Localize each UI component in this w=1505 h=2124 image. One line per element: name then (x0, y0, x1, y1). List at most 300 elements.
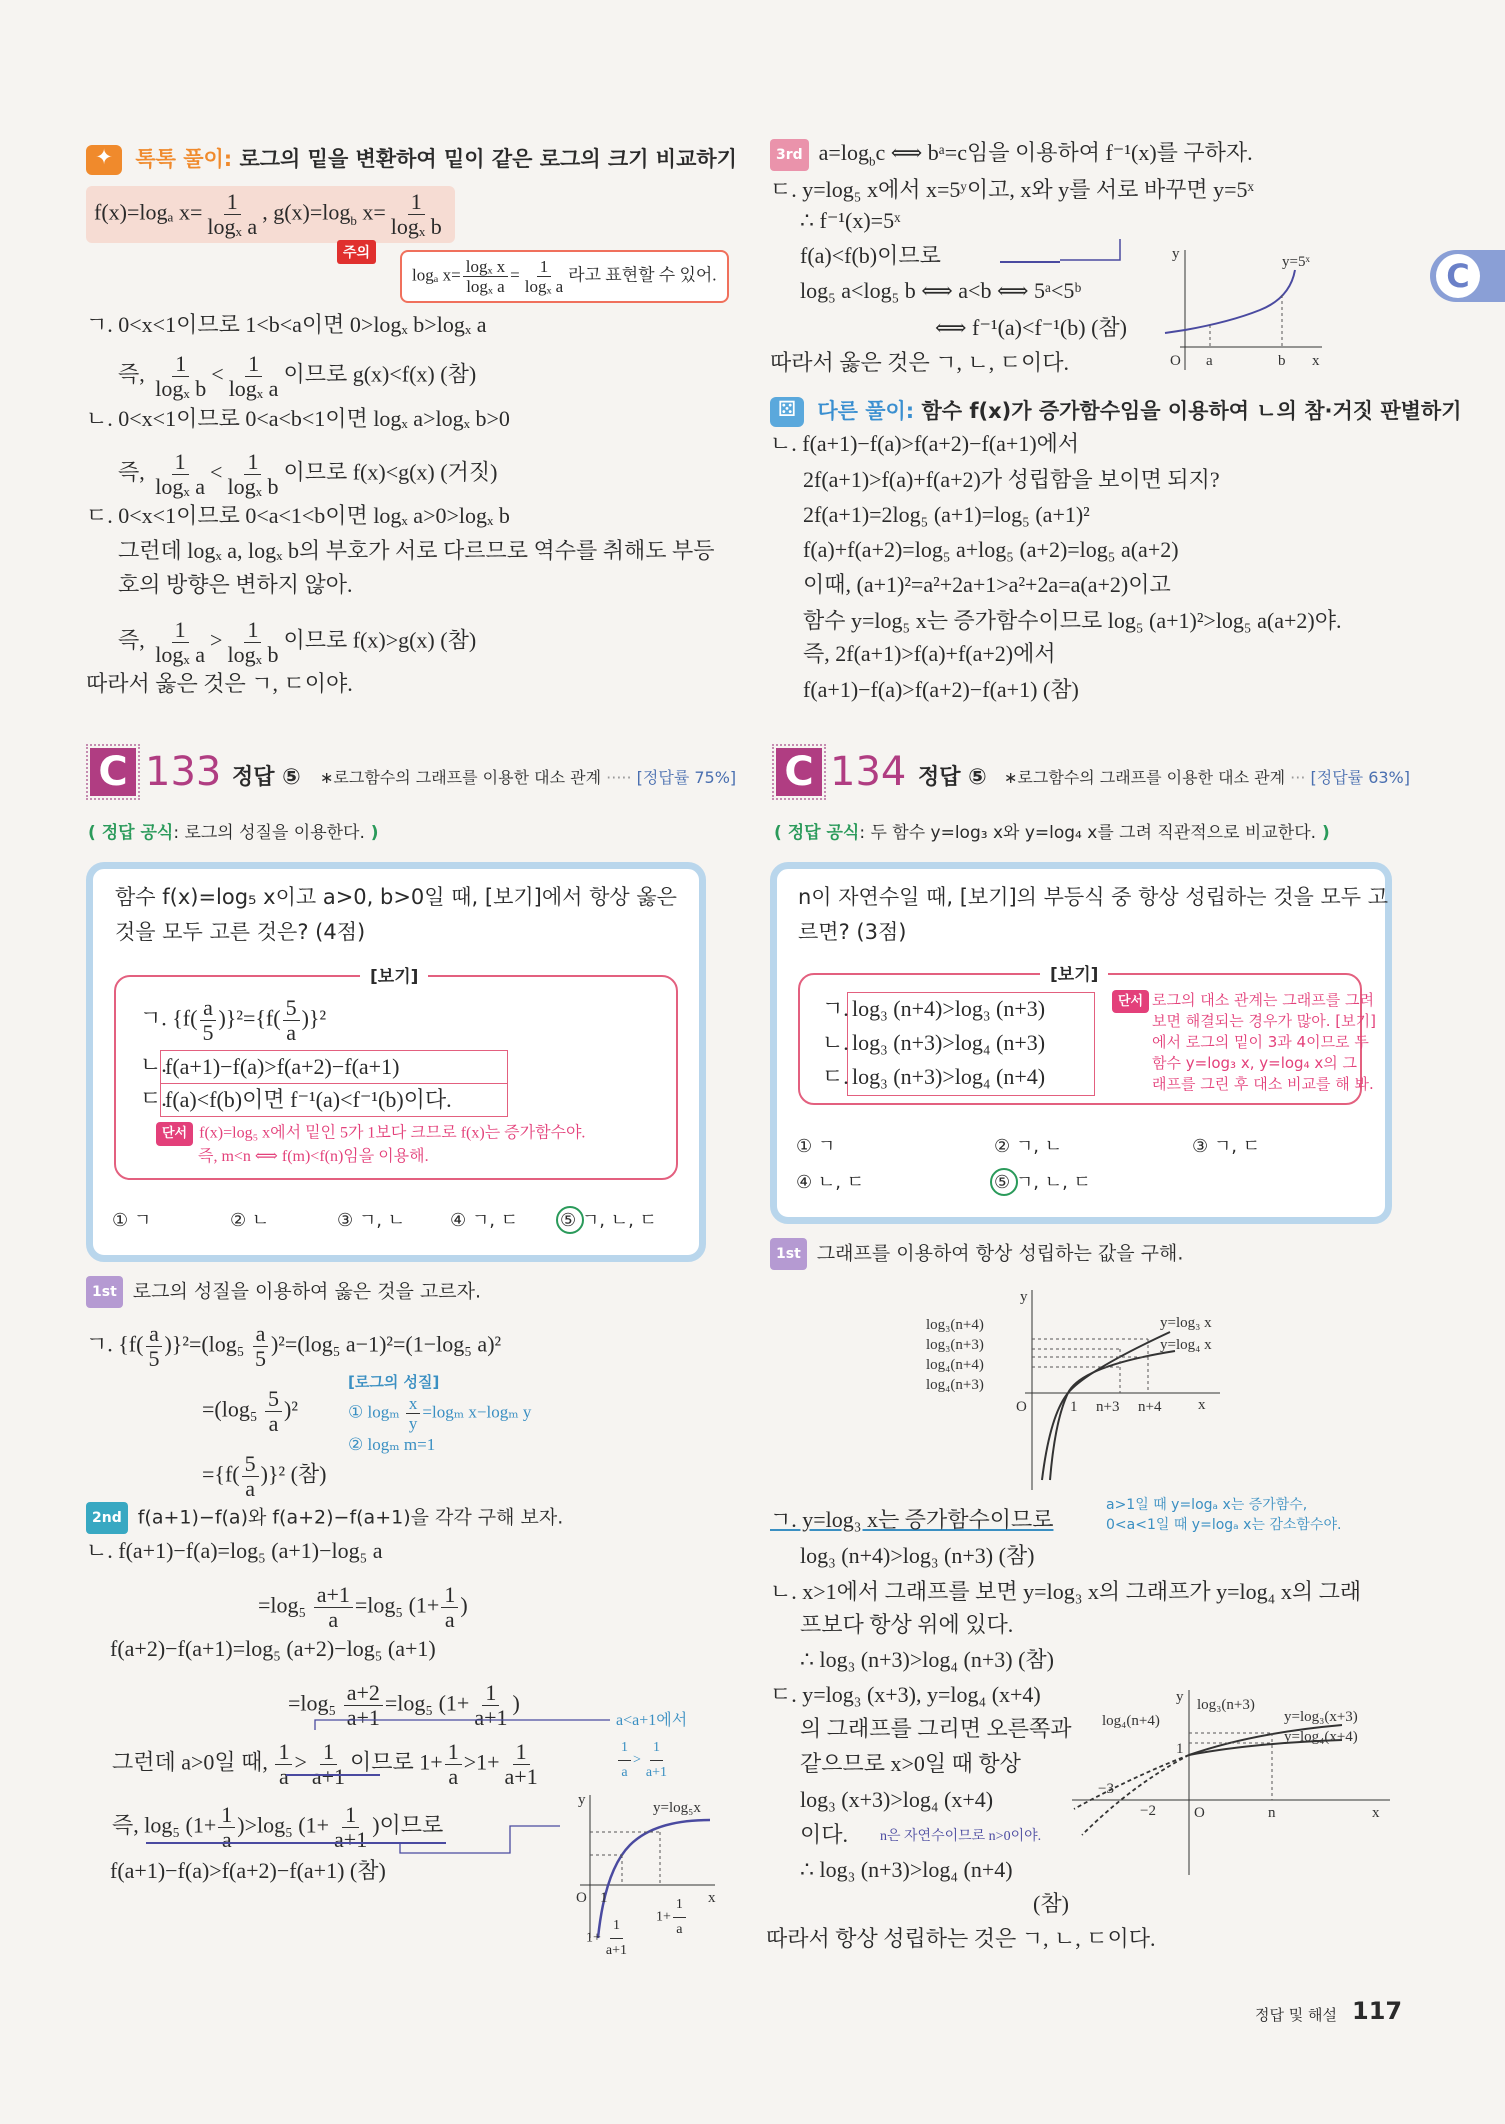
text: ⟺ f⁻¹(a)<f⁻¹(b) (참) (935, 315, 1127, 340)
sol-line (86, 310, 486, 340)
graph-tick-1-plus-1-over-a (656, 1893, 688, 1942)
choice-1[interactable]: ① ㄱ (796, 1136, 836, 1157)
bogi-item-label: ㄴ. (822, 1030, 849, 1055)
sol-line (800, 1749, 1021, 1779)
note-line (348, 1434, 435, 1456)
y-label: y (1176, 1689, 1184, 1705)
curve-label: y=log₃ x (1160, 1315, 1212, 1331)
denominator: a (221, 1827, 232, 1852)
text: 즉, (118, 361, 151, 387)
denominator: logₓ a (524, 277, 564, 296)
sol-line (86, 1322, 501, 1371)
sol-line (800, 1645, 1054, 1675)
numerator: logₓ x (463, 257, 508, 277)
numerator: 5 (265, 1387, 282, 1412)
text: ㄴ. x>1에서 그래프를 보면 y=log₃ x의 그래프가 y=log₄ x의 그래 (770, 1579, 1362, 1604)
numerator: 1 (172, 450, 189, 475)
denominator: 5 (148, 1346, 160, 1371)
fraction (242, 1452, 259, 1501)
caution-tag: 주의 (337, 240, 376, 264)
fraction (145, 1322, 162, 1371)
sol-line (770, 175, 1254, 205)
bogi-item (852, 1062, 1045, 1092)
hint-line: f(x)=log₅ x에서 밑인 5가 1보다 크므로 f(x)는 증가함수야. (199, 1124, 586, 1142)
text: ② logₘ m=1 (348, 1435, 436, 1454)
topic: ∗로그함수의 그래프를 이용한 대소 관계 (1004, 768, 1286, 787)
text: )}²={f( (218, 1005, 281, 1031)
fraction (502, 1740, 541, 1789)
text: logₐ x= (412, 265, 461, 285)
text: log₃ (x+3)>log₄ (x+4) (800, 1787, 994, 1812)
choice-3[interactable]: ③ ㄱ, ㄷ (1192, 1136, 1261, 1157)
answer-formula: ( 정답 공식: 두 함수 y=log₃ x와 y=log₄ x를 그려 직관적으로 비교한다. ) (774, 823, 1330, 843)
text: < (211, 361, 224, 387)
step1-text: 그래프를 이용하여 항상 성립하는 값을 구해. (816, 1242, 1184, 1265)
sol-line (118, 450, 497, 499)
text: > (633, 1752, 641, 1768)
formula-label: 정답 공식 (101, 823, 174, 843)
text: )²=(log₅ a−1)²=(1−log₅ a)² (270, 1331, 502, 1357)
fraction (344, 1681, 383, 1730)
curve-label: y=5ˣ (1282, 254, 1310, 270)
conclusion (770, 348, 1069, 378)
side-tab[interactable] (1430, 250, 1505, 302)
question-line (115, 917, 365, 947)
fraction (331, 1803, 370, 1852)
b-label: b (1278, 353, 1286, 369)
sol-line (800, 1785, 993, 1815)
x-label: x (1372, 1805, 1380, 1821)
n-label: n (1268, 1805, 1276, 1821)
problem-number: 133 (145, 749, 222, 795)
fraction (309, 1740, 348, 1789)
step1-tag: 1st (86, 1276, 123, 1308)
hint-line (1152, 1032, 1376, 1053)
tick-label: log₃(n+3) (1197, 1697, 1255, 1713)
bogi-item (160, 1084, 508, 1117)
text: a<a+1에서 (616, 1712, 688, 1729)
log3-log4-graph (920, 1285, 1250, 1490)
bogi-item-label: ㄷ. (140, 1086, 167, 1111)
fraction (463, 257, 508, 296)
alt-line (803, 535, 1179, 565)
text: 이때, (a+1)²=a²+2a+1>a²+2a=a(a+2)이고 (803, 572, 1171, 597)
correct-rate: [정답률 75%] (636, 768, 737, 787)
text: 0<a<1일 때 y=logₐ x는 감소함수야. (1106, 1517, 1342, 1533)
tick-label: log₄(n+3) (926, 1377, 984, 1393)
topic: ∗로그함수의 그래프를 이용한 대소 관계 (320, 768, 602, 787)
choice-2[interactable]: ② ㄱ, ㄴ (994, 1136, 1063, 1157)
sol-line (86, 501, 510, 531)
a-label: a (1206, 353, 1213, 369)
text: =log₅ (288, 1690, 342, 1716)
topic-line (1004, 765, 1410, 788)
text: ∴ log₃ (n+3)>log₄ (n+3) (참) (800, 1647, 1054, 1672)
denominator: logₓ a (155, 642, 206, 667)
text: ㄷ. y=log₅ x에서 x=5ʸ이고, x와 y를 서로 바꾸면 y=5ˣ (770, 177, 1254, 202)
text: 1+ (586, 1930, 601, 1946)
bogi-item-label: ㄱ. (822, 996, 849, 1021)
hint-line (1152, 990, 1376, 1011)
alt-line (770, 429, 1079, 459)
fraction (603, 1914, 630, 1963)
note-line (1106, 1515, 1341, 1535)
curve-label: y=log₅x (653, 1800, 701, 1816)
text: f(a+1)−f(a)와 f(a+2)−f(a+1)을 각각 구해 보자. (137, 1506, 564, 1529)
y-label: y (578, 1792, 586, 1808)
hint-tag: 단서 (1112, 990, 1149, 1013)
text: 2f(a+1)>f(a)+f(a+2)가 성립함을 보이면 되지? (803, 467, 1220, 492)
connector-line (1060, 239, 1120, 260)
text: =(log₅ (202, 1396, 264, 1422)
numerator: 5 (242, 1452, 259, 1477)
text: 의 그래프를 그리면 오른쪽과 (800, 1716, 1072, 1741)
text: 즉, (118, 459, 151, 485)
text: 이므로 f(x)<g(x) (거짓) (283, 459, 498, 485)
text: 즉, 2f(a+1)>f(a)+f(a+2)에서 (803, 641, 1056, 666)
bogi-item (852, 994, 1045, 1024)
section-badge: C (776, 748, 822, 796)
tok-header (86, 143, 737, 175)
subscript: b (868, 153, 876, 169)
step2-line (86, 1502, 563, 1534)
text: )² (284, 1396, 298, 1422)
denominator: logₓ b (390, 214, 442, 239)
selected-circle (556, 1206, 584, 1234)
numerator: 1 (610, 1914, 623, 1939)
numerator: 1 (218, 1803, 235, 1828)
denominator: 5 (202, 1020, 214, 1045)
conclusion (86, 669, 353, 699)
text: log₃ (n+3)>log₄ (n+4) (852, 1064, 1046, 1089)
dots: ··· (1290, 768, 1306, 787)
denominator: a+1 (311, 1764, 346, 1789)
text: )}² (301, 1005, 327, 1031)
tick-label: n+4 (1138, 1399, 1162, 1415)
fraction (441, 1583, 458, 1632)
text: ㄱ. y=log₃ x는 증가함수이므로 (770, 1507, 1054, 1532)
fraction (224, 618, 281, 667)
choice-5-label: ⑤ ㄱ, ㄴ, ㄷ (994, 1172, 1091, 1193)
fraction (252, 1322, 269, 1371)
sol-line (258, 1583, 468, 1632)
step1-text: 로그의 성질을 이용하여 옳은 것을 고르자. (132, 1280, 482, 1303)
step1-line (770, 1238, 1183, 1270)
x-label: x (1312, 353, 1320, 369)
dots: ····· (606, 768, 632, 787)
bogi-item (160, 1050, 508, 1084)
denominator: y (408, 1414, 418, 1433)
alt-header (770, 395, 1462, 427)
text: ) (460, 1592, 468, 1618)
text: f(a+1)−f(a)>f(a+2)−f(a+1) (165, 1054, 400, 1079)
denominator: a (245, 1476, 255, 1501)
step3-tag: 3rd (770, 139, 809, 171)
denominator: a+1 (346, 1705, 380, 1730)
sol-line (800, 1820, 848, 1850)
x-label: x (1198, 1397, 1206, 1413)
text: 에서 로그의 밑이 3과 4이므로 두 (1152, 1033, 1369, 1051)
numerator: a (146, 1322, 162, 1347)
side-note (1106, 1495, 1341, 1535)
step3-line (770, 138, 1253, 176)
sol-line (118, 536, 715, 566)
step2-tag: 2nd (86, 1502, 128, 1534)
text: ㄷ. y=log₃ (x+3), y=log₄ (x+4) (770, 1682, 1041, 1707)
denominator: logₓ b (227, 474, 279, 499)
denominator: a (268, 1411, 279, 1436)
fraction (224, 450, 281, 499)
denominator: a+1 (334, 1827, 368, 1852)
formula-text: : 로그의 성질을 이용한다. (173, 823, 365, 843)
fraction (471, 1681, 510, 1730)
bogi-item-label: ㄴ. (140, 1052, 167, 1077)
choice-1[interactable]: ① ㄱ (112, 1210, 152, 1231)
denominator: logₓ b (155, 376, 207, 401)
text: f(a)<f(b)이면 f⁻¹(a)<f⁻¹(b)이다. (165, 1087, 452, 1112)
text: ㄷ. 0<x<1이므로 0<a<1<b이면 logₓ a>0>logₓ b (86, 503, 510, 528)
choice-2[interactable]: ② ㄴ (230, 1210, 270, 1231)
tok-label: 톡톡 풀이: (135, 147, 233, 171)
graph-tick-1-plus-1-over-a1 (586, 1914, 632, 1963)
hint (1112, 990, 1376, 1095)
text: (참) (1033, 1891, 1069, 1916)
text: n이 자연수일 때, [보기]의 부등식 중 항상 성립하는 것을 모두 고 (798, 885, 1388, 909)
exp-graph (1060, 240, 1330, 380)
answer-label: 정답 ⑤ (918, 765, 987, 790)
denominator: a (621, 1765, 628, 1780)
text: log₃ (n+3)>log₄ (n+3) (852, 1030, 1046, 1055)
question-line (798, 882, 1388, 912)
correct-rate: [정답률 63%] (1310, 768, 1411, 787)
tok-title: 로그의 밑을 변환하여 밑이 같은 로그의 크기 비교하기 (239, 147, 737, 171)
curve-label: y=log₄ x (1160, 1337, 1212, 1353)
numerator: 1 (275, 1740, 292, 1765)
origin-label: O (1170, 353, 1181, 369)
problem-number: 134 (830, 749, 907, 795)
hint-line (1152, 1011, 1376, 1032)
text: ㄱ. 0<x<1이므로 1<b<a이면 0>logₓ b>logₓ a (86, 312, 487, 337)
text: = (510, 265, 520, 285)
sol-line (112, 1740, 543, 1789)
text: =log₅ (1+ (384, 1690, 470, 1716)
numerator: a (200, 996, 216, 1021)
tick-label: log₃(n+3) (926, 1337, 984, 1353)
sol-line (202, 1452, 327, 1501)
x-label: x (708, 1890, 716, 1906)
fraction (673, 1893, 686, 1942)
note-line (1106, 1495, 1341, 1515)
fraction (218, 1803, 235, 1852)
denominator: a+1 (605, 1943, 628, 1958)
hint-line (1152, 1053, 1376, 1074)
text: log₅ a<log₅ b ⟺ a<b ⟺ 5ᵃ<5ᵇ (800, 278, 1082, 303)
bogi-item-label: ㄷ. (822, 1064, 849, 1089)
step1-line (86, 1276, 481, 1308)
answer-formula: ( 정답 공식: 로그의 성질을 이용한다. ) (88, 823, 379, 843)
numerator: 1 (537, 257, 552, 277)
sol-line (770, 1505, 1053, 1535)
sol-line (800, 1541, 1035, 1571)
text: log₃ (n+4)>log₃ (n+3) (852, 996, 1046, 1021)
fraction (388, 190, 445, 239)
text: ㄱ. {f( (86, 1331, 144, 1357)
curve-label: y=log₄(x+4) (1284, 1729, 1358, 1745)
alt-line (803, 639, 1056, 669)
numerator: 1 (245, 352, 262, 377)
text: 그런데 a>0일 때, (112, 1749, 274, 1775)
text: 같으므로 x>0일 때 항상 (800, 1751, 1021, 1776)
hint-line: 즉, m<n ⟺ f(m)<f(n)임을 이용해. (198, 1148, 429, 1165)
choice-3[interactable]: ③ ㄱ, ㄴ (337, 1210, 406, 1231)
text: f(a+2)−f(a+1)=log₅ (a+2)−log₅ (a+1) (110, 1636, 436, 1661)
alt-line (803, 500, 1090, 530)
text: ㄴ. 0<x<1이므로 0<a<b<1이면 logₓ a>logₓ b>0 (86, 406, 510, 431)
denominator: a (286, 1020, 296, 1045)
one-label: 1 (600, 1890, 608, 1906)
step1-tag: 1st (770, 1238, 807, 1270)
numerator: 1 (441, 1583, 458, 1608)
text: ① logₘ (348, 1402, 404, 1422)
numerator: 1 (618, 1736, 631, 1761)
curve-label: y=log₃(x+3) (1284, 1709, 1358, 1725)
fraction (618, 1736, 631, 1785)
curve-log4 (1050, 1351, 1175, 1480)
alt-line (803, 675, 1079, 705)
text: n은 자연수이므로 n>0이야. (880, 1829, 1042, 1844)
choice-5-selected[interactable] (560, 1206, 657, 1236)
text: x= (356, 199, 386, 225)
denominator: logₓ a (466, 277, 505, 296)
bogi-item (140, 996, 326, 1045)
text: ={f( (202, 1461, 240, 1487)
text: 래프를 그린 후 대소 비교를 해 봐. (1152, 1075, 1374, 1093)
sol-line (770, 1577, 1361, 1607)
tick-label: log₃(n+4) (926, 1317, 984, 1333)
sol-line (800, 1855, 1013, 1885)
numerator: 1 (445, 1740, 462, 1765)
text: 1+ (656, 1909, 671, 1925)
text: 함수 f(x)=log₅ x이고 a>0, b>0일 때, [보기]에서 항상 옳은 (115, 885, 677, 909)
text: )>log₅ (1+ (237, 1812, 330, 1838)
fraction (152, 352, 209, 401)
text: 것을 모두 고른 것은? (4점) (115, 920, 366, 944)
text: 즉, log₅ (1+ (112, 1812, 217, 1838)
sol-line (288, 1681, 520, 1730)
y-label: y (1172, 246, 1180, 262)
sol-line (202, 1387, 298, 1436)
fraction (275, 1740, 292, 1789)
text: ∴ f⁻¹(x)=5ˣ (800, 208, 901, 233)
fraction (445, 1740, 462, 1789)
origin-label: O (1016, 1399, 1027, 1415)
numerator: x (406, 1394, 421, 1414)
text: 함수 y=log₃ x, y=log₄ x의 그 (1152, 1054, 1357, 1072)
side-note (616, 1712, 687, 1730)
numerator: 5 (283, 996, 300, 1021)
tick-label: −2 (1140, 1803, 1156, 1819)
bogi-title: [보기] (360, 962, 428, 987)
text: a>1일 때 y=logₐ x는 증가함수, (1106, 1497, 1308, 1513)
numerator: 1 (673, 1893, 686, 1918)
sol-line (800, 276, 1081, 306)
one-label: 1 (1176, 1741, 1184, 1757)
text: 프보다 항상 위에 있다. (800, 1612, 1014, 1637)
fraction (226, 352, 282, 401)
text: ㄱ. {f( (140, 1005, 198, 1031)
footer-label: 정답 및 해설 (1255, 2006, 1337, 2024)
choice-5-selected[interactable] (994, 1168, 1091, 1198)
denominator: a+1 (504, 1764, 538, 1789)
denominator: a (279, 1764, 289, 1789)
side-note (880, 1826, 1041, 1848)
text: ∴ log₃ (n+3)>log₄ (n+4) (800, 1857, 1013, 1882)
text: > (294, 1749, 307, 1775)
numerator: 1 (244, 618, 261, 643)
text: )}² (참) (260, 1461, 327, 1487)
numerator: 1 (224, 190, 241, 215)
text: 이므로 1+ (350, 1749, 443, 1775)
question-line (115, 882, 677, 912)
denominator: logₓ a (207, 214, 258, 239)
log5-graph (560, 1790, 720, 1940)
denominator: a+1 (645, 1765, 668, 1780)
text: 르면? (3점) (798, 920, 907, 944)
tick-label: log₄(n+4) (926, 1357, 984, 1373)
fraction (199, 996, 216, 1045)
step2-text (138, 1507, 564, 1529)
choice-4[interactable]: ④ ㄴ, ㄷ (796, 1172, 865, 1193)
denominator: a (328, 1607, 339, 1632)
choice-5-label: ⑤ ㄱ, ㄴ, ㄷ (560, 1210, 657, 1231)
dice-icon: ⚄ (770, 397, 804, 427)
text: 함수 y=log₅ x는 증가함수이므로 log₅ (a+1)²>log₅ a(a+2)야. (803, 608, 1342, 633)
text: )이므로 (372, 1812, 444, 1838)
denominator: a (444, 1607, 455, 1632)
fraction (314, 1583, 353, 1632)
hint-line (1152, 1074, 1376, 1095)
text: log₃ (n+4)>log₃ (n+3) (참) (800, 1543, 1035, 1568)
sparkle-icon: ✦ (86, 145, 122, 175)
choice-4[interactable]: ④ ㄱ, ㄷ (450, 1210, 519, 1231)
section-badge: C (90, 748, 136, 796)
text: 보면 해결되는 경우가 많아. [보기] (1152, 1012, 1376, 1030)
text: ) (512, 1690, 520, 1716)
step3-text (818, 140, 1253, 169)
hint (156, 1122, 585, 1168)
numerator: a (253, 1322, 269, 1347)
text: , g(x)=log (262, 199, 351, 225)
side-tab-label: C (1436, 254, 1480, 298)
alt-line (803, 465, 1220, 495)
subscript: b (350, 212, 357, 228)
alt-title: 함수 f(x)가 증가함수임을 이용하여 ㄴ의 참·거짓 판별하기 (921, 399, 1462, 423)
denominator: logₓ b (227, 642, 279, 667)
text: =logₘ x−logₘ y (422, 1402, 532, 1422)
sol-line (118, 352, 476, 401)
text: 따라서 항상 성립하는 것은 ㄱ, ㄴ, ㄷ이다. (766, 1926, 1156, 1951)
y-label: y (1020, 1289, 1028, 1305)
numerator: a+1 (314, 1583, 353, 1608)
text: 즉, (118, 627, 151, 653)
text: c ⟺ bᵃ=c임을 이용하여 f⁻¹(x)를 구하자. (875, 140, 1253, 165)
alt-label: 다른 풀이: (817, 399, 915, 423)
alt-line (803, 570, 1171, 600)
numerator: 1 (342, 1803, 359, 1828)
text: 따라서 옳은 것은 ㄱ, ㄷ이야. (86, 671, 353, 696)
bogi-title: [보기] (1040, 960, 1108, 985)
denominator: 5 (254, 1346, 266, 1371)
